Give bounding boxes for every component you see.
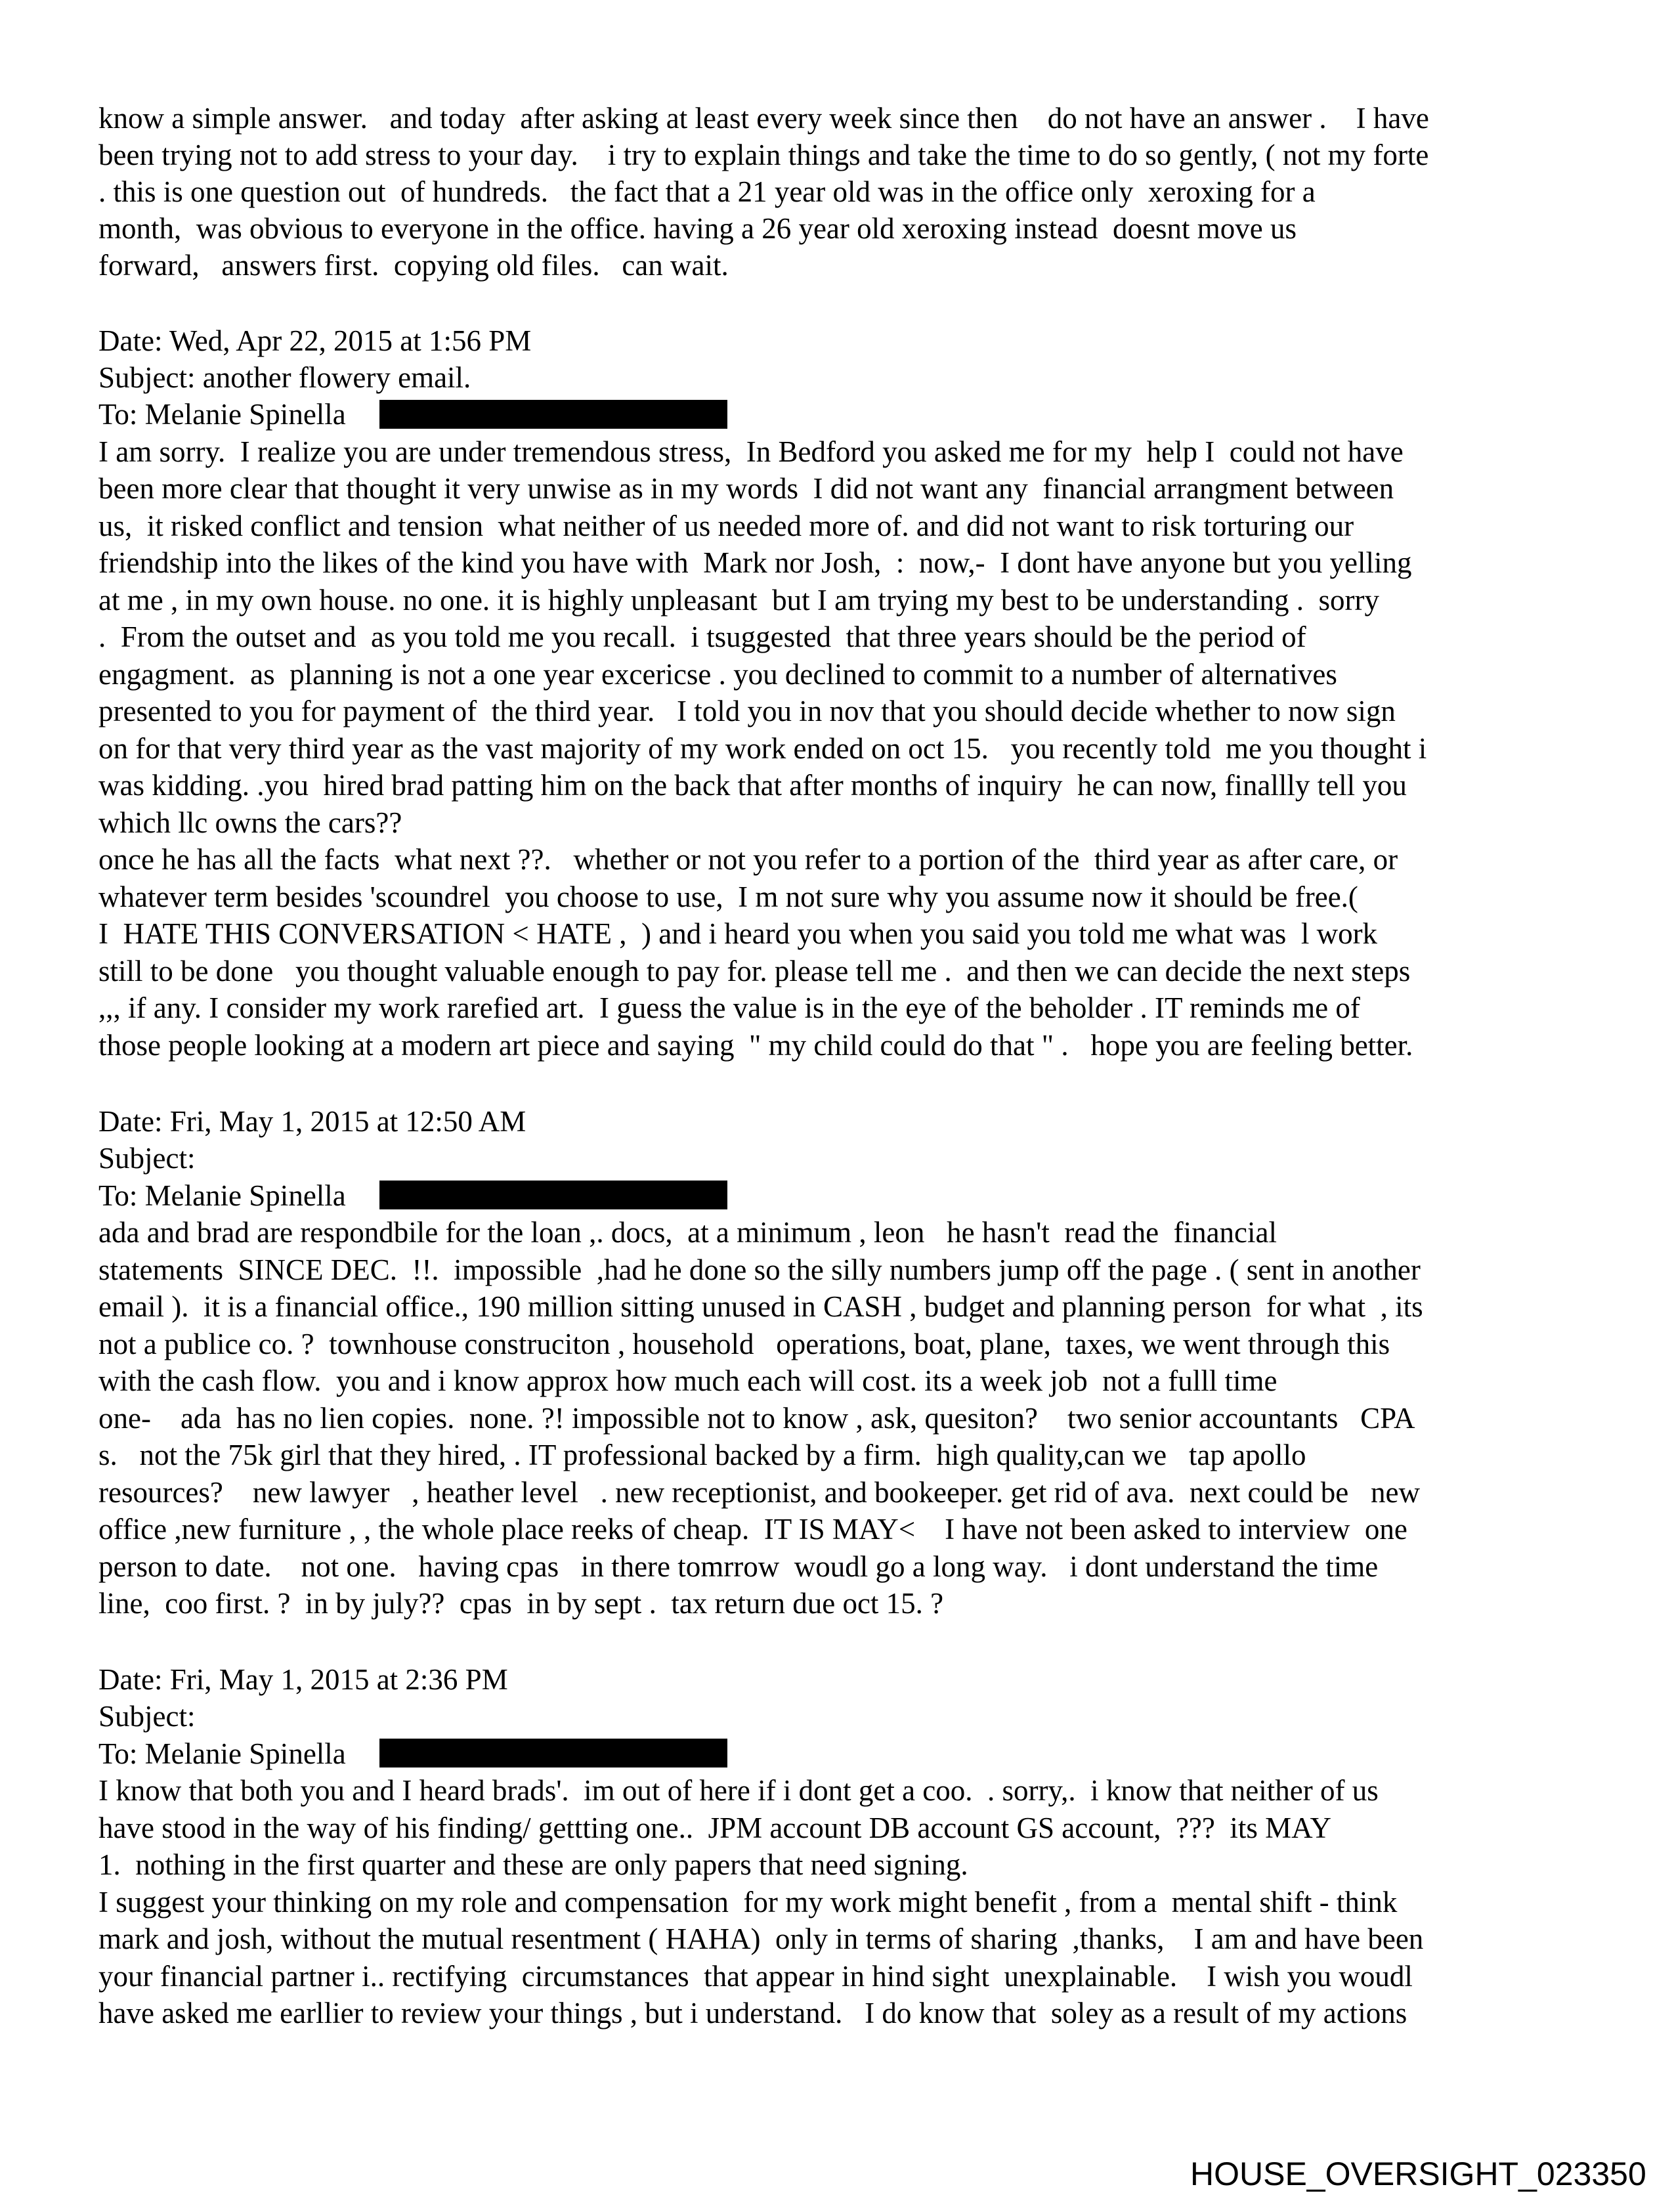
email-body-line: engagment. as planning is not a one year excericse . you declined to commit to a number of alternatives [98,658,1337,691]
redaction-bar [379,1739,727,1767]
email-body-line: was kidding. .you hired brad patting him on the back that after months of inquiry he can now, finallly tell you [98,769,1407,802]
email-to: To: Melanie Spinella [98,398,346,431]
email-body-line: ada and brad are respondbile for the loan ,. docs, at a minimum , leon he hasn't read the financial [98,1216,1277,1249]
email-body-line: not a publice co. ? townhouse construciton , household operations, boat, plane, taxes, we went through this [98,1328,1390,1360]
email-body-line: us, it risked conflict and tension what neither of us needed more of. and did not want to risk torturing our [98,510,1354,542]
email-body-line: once he has all the facts what next ??. whether or not you refer to a portion of the third year as after care, or [98,843,1398,876]
email-date: Date: Wed, Apr 22, 2015 at 1:56 PM [98,324,532,357]
email-body-line: with the cash flow. you and i know approx how much each will cost. its a week job not a fulll time [98,1364,1277,1397]
intro-line: month, was obvious to everyone in the office. having a 26 year old xeroxing instead doesnt move us [98,212,1297,245]
email-body-line: been more clear that thought it very unwise as in my words I did not want any financial arrangment between [98,472,1394,505]
intro-line: forward, answers first. copying old files. can wait. [98,249,729,282]
email-body-line: mark and josh, without the mutual resentment ( HAHA) only in terms of sharing ,thanks, I am and have been [98,1922,1424,1955]
email-body-line: have asked me earllier to review your things , but i understand. I do know that soley as a result of my actions [98,1997,1407,2029]
intro-line: . this is one question out of hundreds. the fact that a 21 year old was in the office only xeroxing for a [98,175,1316,208]
email-body-line: I am sorry. I realize you are under tremendous stress, In Bedford you asked me for my help I could not have [98,435,1404,468]
email-body-line: still to be done you thought valuable enough to pay for. please tell me . and then we can decide the next steps [98,955,1411,987]
email-body-line: line, coo first. ? in by july?? cpas in by sept . tax return due oct 15. ? [98,1587,944,1620]
email-body-line: statements SINCE DEC. !!. impossible ,had he done so the silly numbers jump off the page . ( sent in another [98,1253,1421,1286]
intro-line: know a simple answer. and today after asking at least every week since then do not have an answer . I have [98,102,1429,135]
email-body-line: friendship into the likes of the kind you have with Mark nor Josh, : now,- I dont have anyone but you yelling [98,546,1412,579]
email-body-line: which llc owns the cars?? [98,806,402,839]
email-body-line: ,,, if any. I consider my work rarefied art. I guess the value is in the eye of the beholder . IT reminds me of [98,991,1360,1024]
email-body-line: 1. nothing in the first quarter and these are only papers that need signing. [98,1848,968,1881]
email-body-line: have stood in the way of his finding/ gettting one.. JPM account DB account GS account, ??? its MAY [98,1811,1332,1844]
email-date: Date: Fri, May 1, 2015 at 12:50 AM [98,1105,526,1138]
email-body-line: email ). it is a financial office., 190 million sitting unused in CASH , budget and planning person for what , its [98,1290,1423,1323]
email-body-line: I suggest your thinking on my role and compensation for my work might benefit , from a mental shift - think [98,1886,1398,1919]
redaction-bar [379,400,727,429]
bates-number: HOUSE_OVERSIGHT_023350 [1190,2156,1646,2192]
email-body-line: on for that very third year as the vast majority of my work ended on oct 15. you recently told me you thought i [98,732,1427,765]
email-body-line: s. not the 75k girl that they hired, . IT professional backed by a firm. high quality,can we tap apollo [98,1439,1306,1471]
email-subject: Subject: [98,1700,196,1733]
email-to: To: Melanie Spinella [98,1737,346,1770]
email-body-line: office ,new furniture , , the whole place reeks of cheap. IT IS MAY< I have not been asked to interview one [98,1513,1407,1546]
email-body-line: presented to you for payment of the third year. I told you in nov that you should decide whether to now sign [98,695,1396,727]
email-body-line: I know that both you and I heard brads'. im out of here if i dont get a coo. . sorry,. i know that neither of us [98,1774,1379,1807]
email-body-line: . From the outset and as you told me you recall. i tsuggested that three years should be the period of [98,620,1306,653]
email-to: To: Melanie Spinella [98,1179,346,1212]
email-date: Date: Fri, May 1, 2015 at 2:36 PM [98,1663,508,1696]
email-body-line: one- ada has no lien copies. none. ?! impossible not to know , ask, quesiton? two senior accountants CPA [98,1402,1415,1435]
email-subject: Subject: another flowery email. [98,361,471,394]
email-body-line: I HATE THIS CONVERSATION < HATE , ) and i heard you when you said you told me what was l work [98,917,1378,950]
intro-line: been trying not to add stress to your day. i try to explain things and take the time to do so gently, ( not my forte [98,139,1429,171]
email-body-line: whatever term besides 'scoundrel you choose to use, I m not sure why you assume now it should be free.( [98,880,1358,913]
email-body-line: your financial partner i.. rectifying circumstances that appear in hind sight unexplainable. I wish you woudl [98,1960,1413,1993]
redaction-bar [379,1181,727,1209]
email-body-line: resources? new lawyer , heather level . new receptionist, and bookeeper. get rid of ava. next could be new [98,1476,1420,1509]
email-subject: Subject: [98,1142,196,1175]
email-body-line: those people looking at a modern art piece and saying " my child could do that " . hope you are feeling better. [98,1029,1413,1062]
email-body-line: person to date. not one. having cpas in there tomrrow woudl go a long way. i dont understand the time [98,1550,1379,1583]
email-body-line: at me , in my own house. no one. it is highly unpleasant but I am trying my best to be understanding . sorry [98,584,1379,617]
